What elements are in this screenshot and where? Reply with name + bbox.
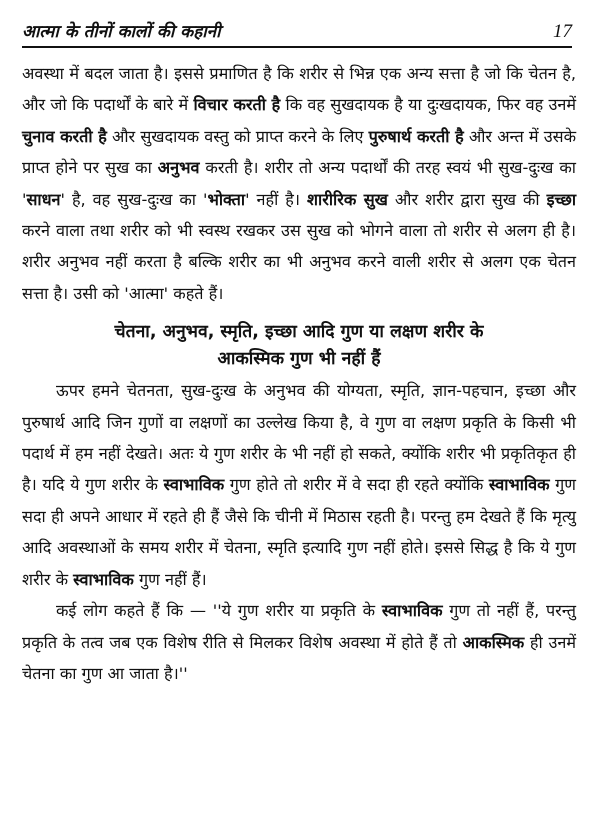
section-heading-line-1: चेतना, अनुभव, स्मृति, इच्छा आदि गुण या लक्षण शरीर के (114, 322, 484, 343)
body-text: और शरीर द्वारा सुख की (387, 189, 547, 209)
emphasis-text: स्वाभाविक (488, 475, 550, 495)
emphasis-text: अनुभव (157, 158, 200, 178)
emphasis-text: स्वाभाविक (163, 475, 225, 495)
body-text: अवस्था में बदल जाता है। इससे प्रमाणित है कि शरीर से भिन्न एक अन्य सत्ता है जो कि चेतन है, और जो कि पदार्थों के बारे में (22, 64, 576, 115)
body-text: और सुखदायक वस्तु को प्राप्त करने के लिए (106, 126, 369, 146)
body-text: कि वह सुखदायक है या दुःखदायक, फिर वह उनमें (280, 95, 576, 115)
body-text: गुण सदा ही अपने आधार में रहते ही हैं जैसे कि चीनी में मिठास रहती है। परन्तु हम देखते हैं कि मृत्यु आदि अवस्थाओं के समय शरीर में चेतना, स्मृति इत्यादि गुण नहीं होते। इससे सिद्ध है कि ये गुण शरीर के (22, 475, 576, 589)
emphasis-text: चुनाव करती है (22, 126, 107, 146)
body-text: ऊपर हमने चेतनता, सुख-दुःख के अनुभव की योग्यता, स्मृति, ज्ञान-पहचान, इच्छा और पुरुषार्थ आदि जिन गुणों वा लक्षणों का उल्लेख किया है, वे गुण वा लक्षण प्रकृति के किसी भी पदार्थ में हम नहीं देखते। अतः ये गुण शरीर के भी नहीं हो सकते, क्योंकि शरीर भी प्रकृतिकृत ही है। यदि ये गुण शरीर के (22, 381, 576, 495)
emphasis-text: आकस्मिक (462, 632, 525, 652)
emphasis-text: भोक्ता (207, 189, 246, 209)
emphasis-text: इच्छा (546, 189, 577, 209)
emphasis-text: साधन (26, 189, 61, 209)
body-text: गुण तो नहीं हैं, परन्तु प्रकृति के तत्व जब एक विशेष रीति से मिलकर विशेष अवस्था में होते हैं तो (22, 601, 576, 652)
body-text: ' नहीं है। (245, 189, 308, 209)
body-text: गुण नहीं हैं। (133, 569, 207, 589)
body-text: करती है। शरीर तो अन्य पदार्थों की तरह स्वयं भी सुख-दुःख का ' (22, 158, 576, 209)
emphasis-text: स्वाभाविक (381, 601, 443, 621)
paragraph-2 (22, 375, 576, 595)
body-text: कई लोग कहते हैं कि — ''ये गुण शरीर या प्रकृति के (56, 601, 382, 621)
paragraph-3 (22, 595, 576, 689)
emphasis-text: पुरुषार्थ करती है (368, 126, 464, 146)
emphasis-text: स्वाभाविक (73, 569, 134, 589)
emphasis-text: शारीरिक सुख (307, 189, 388, 209)
body-text: ' है, वह सुख-दुःख का ' (60, 189, 208, 209)
page-number: 17 (553, 21, 572, 42)
paragraph-1 (22, 58, 576, 309)
emphasis-text: विचार करती है (193, 95, 281, 115)
section-heading (22, 319, 576, 373)
section-heading-line-2: आकस्मिक गुण भी नहीं हैं (217, 349, 381, 370)
body-text: करने वाला तथा शरीर को भी स्वस्थ रखकर उस सुख को भोगने वाला तो शरीर से अलग ही है। शरीर अनुभव नहीं करता है बल्कि शरीर का भी अनुभव करने वाली शरीर से अलग एक चेतन सत्ता है। उसी को 'आत्मा' कहते हैं। (22, 221, 576, 303)
body-text: ही उनमें चेतना का गुण आ जाता है।'' (22, 632, 577, 683)
body-text: और अन्त में उसके प्राप्त होने पर सुख का (22, 126, 577, 178)
running-title: आत्मा के तीनों कालों की कहानी (22, 22, 221, 42)
page-header (22, 12, 572, 48)
body-text: गुण होते तो शरीर में वे सदा ही रहते क्योंकि (224, 475, 489, 495)
page-body (22, 58, 576, 689)
